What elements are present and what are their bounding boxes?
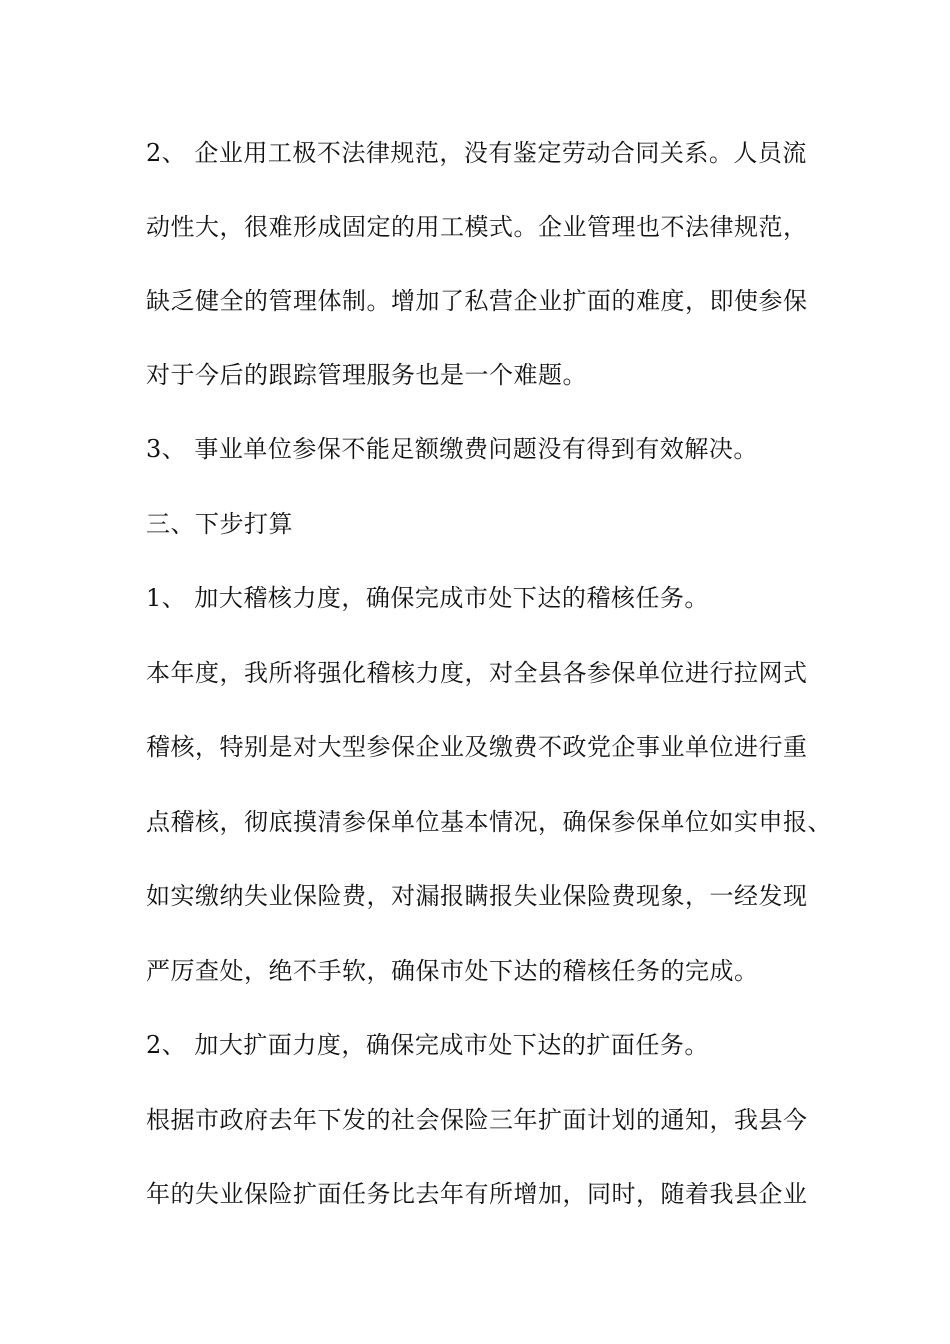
text-line-14: 根据市政府去年下发的社会保险三年扩面计划的通知，我县今 xyxy=(146,1106,808,1134)
text-line-7: 1、 加大稽核力度，确保完成市处下达的稽核任务。 xyxy=(146,584,709,612)
text-line-9: 稽核，特别是对大型参保企业及缴费不政党企事业单位进行重 xyxy=(146,733,808,761)
text-line-5: 3、 事业单位参保不能足额缴费问题没有得到有效解决。 xyxy=(146,435,758,463)
section-heading: 三、下步打算 xyxy=(146,510,293,538)
text-line-12: 严厉查处，绝不手软，确保市处下达的稽核任务的完成。 xyxy=(146,957,759,985)
text-line-3: 缺乏健全的管理体制。增加了私营企业扩面的难度，即使参保 xyxy=(146,287,808,315)
text-line-2: 动性大，很难形成固定的用工模式。企业管理也不法律规范， xyxy=(146,213,808,241)
text-line-13: 2、 加大扩面力度，确保完成市处下达的扩面任务。 xyxy=(146,1031,709,1059)
text-line-11: 如实缴纳失业保险费，对漏报瞒报失业保险费现象，一经发现 xyxy=(146,882,808,910)
text-line-4: 对于今后的跟踪管理服务也是一个难题。 xyxy=(146,361,587,389)
text-line-1: 2、 企业用工极不法律规范，没有鉴定劳动合同关系。人员流 xyxy=(146,139,807,167)
text-line-8: 本年度，我所将强化稽核力度，对全县各参保单位进行拉网式 xyxy=(146,659,808,687)
text-line-15: 年的失业保险扩面任务比去年有所增加，同时，随着我县企业 xyxy=(146,1180,808,1208)
text-line-10: 点稽核，彻底摸清参保单位基本情况，确保参保单位如实申报、 xyxy=(146,808,832,836)
